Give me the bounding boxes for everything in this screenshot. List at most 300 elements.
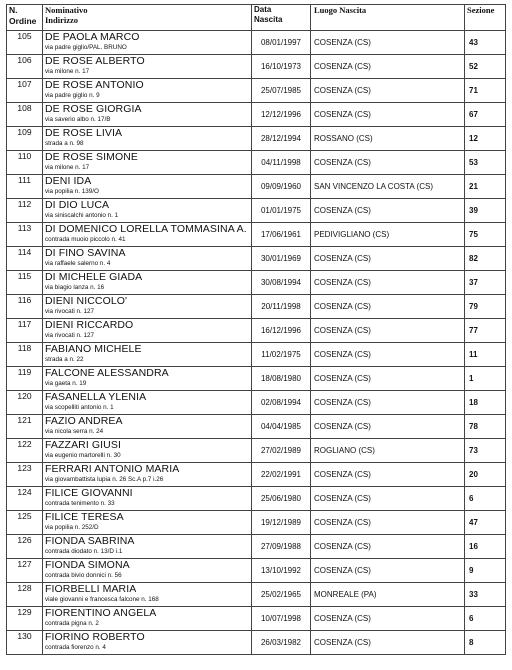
table-row (7, 583, 506, 607)
voter-name: FALCONE ALESSANDRA (45, 367, 169, 379)
birth-date: 25/07/1985 (260, 86, 302, 95)
voter-address: via popilia n. 252/D (45, 524, 99, 531)
order-number: 128 (17, 583, 32, 593)
section-number: 43 (469, 38, 478, 47)
birth-date-cell (252, 631, 311, 655)
order-number-cell (7, 343, 43, 367)
order-number-cell (7, 175, 43, 199)
section-cell (465, 175, 506, 199)
birth-place-cell (311, 175, 465, 199)
order-number: 115 (17, 271, 32, 281)
voter-address: via biagio lanza n. 16 (45, 284, 105, 291)
order-number: 117 (17, 319, 32, 329)
birth-place-cell (311, 151, 465, 175)
section-number: 16 (469, 542, 478, 551)
name-address-cell (43, 271, 252, 295)
birth-place-cell (311, 415, 465, 439)
birth-date-cell (252, 31, 311, 55)
voter-address: strada a n. 22 (45, 356, 84, 363)
birth-date: 27/02/1989 (260, 446, 302, 455)
order-number: 116 (17, 295, 32, 305)
birth-date: 30/01/1969 (260, 254, 302, 263)
voter-name: DE ROSE ANTONIO (45, 79, 144, 91)
birth-date: 30/08/1994 (260, 278, 302, 287)
section-number: 33 (469, 590, 478, 599)
voter-address: via saverio albo n. 17/B (45, 116, 111, 123)
birth-date: 13/10/1992 (260, 566, 302, 575)
section-number: 73 (469, 446, 478, 455)
order-number: 127 (17, 559, 32, 569)
voter-name: FAZZARI GIUSI (45, 439, 121, 451)
voter-address: contrada muoio piccolo n. 41 (45, 236, 126, 243)
order-number-cell (7, 223, 43, 247)
name-address-cell (43, 199, 252, 223)
section-number: 12 (469, 134, 478, 143)
section-cell (465, 295, 506, 319)
section-cell (465, 583, 506, 607)
voter-address: via gaeta n. 19 (45, 380, 87, 387)
birth-date-cell (252, 319, 311, 343)
voter-name: FIONDA SIMONA (45, 559, 130, 571)
birth-date-cell (252, 415, 311, 439)
table-row (7, 487, 506, 511)
section-number: 71 (469, 86, 478, 95)
birth-place-cell (311, 367, 465, 391)
voter-address: contrada bivio donnici n. 56 (45, 572, 122, 579)
voter-name: FAZIO ANDREA (45, 415, 123, 427)
birth-date: 25/06/1980 (260, 494, 302, 503)
voter-address: strada a n. 98 (45, 140, 84, 147)
voter-name: DE ROSE ALBERTO (45, 55, 145, 67)
voter-address: via popilia n. 139/O (45, 188, 99, 195)
order-number-cell (7, 439, 43, 463)
header-section (465, 5, 506, 31)
section-cell (465, 55, 506, 79)
birth-place: PEDIVIGLIANO (CS) (314, 230, 390, 239)
voter-list-sheet (6, 4, 506, 655)
name-address-cell (43, 487, 252, 511)
birth-date-cell (252, 199, 311, 223)
table-row (7, 199, 506, 223)
order-number-cell (7, 295, 43, 319)
birth-date: 28/12/1994 (260, 134, 302, 143)
voter-address: via raffaele salerno n. 4 (45, 260, 111, 267)
table-body (7, 31, 506, 655)
section-number: 6 (469, 494, 474, 503)
birth-place-cell (311, 247, 465, 271)
order-number-cell (7, 607, 43, 631)
order-number-cell (7, 79, 43, 103)
header-row (7, 5, 506, 31)
table-row (7, 559, 506, 583)
order-number-cell (7, 583, 43, 607)
birth-place-cell (311, 391, 465, 415)
voter-name: FIORBELLI MARIA (45, 583, 137, 595)
name-address-cell (43, 175, 252, 199)
voter-name: FASANELLA YLENIA (45, 391, 147, 403)
section-number: 77 (469, 326, 478, 335)
order-number: 109 (17, 127, 32, 137)
birth-place: COSENZA (CS) (314, 38, 371, 47)
name-address-cell (43, 223, 252, 247)
order-number-cell (7, 367, 43, 391)
section-cell (465, 247, 506, 271)
header-name-address (43, 5, 252, 31)
birth-date-cell (252, 463, 311, 487)
birth-place: COSENZA (CS) (314, 374, 371, 383)
section-number: 6 (469, 614, 474, 623)
table-row (7, 415, 506, 439)
name-address-cell (43, 103, 252, 127)
birth-date: 26/03/1982 (260, 638, 302, 647)
voter-name: DE ROSE GIORGIA (45, 103, 142, 115)
section-number: 39 (469, 206, 478, 215)
voter-name: FIORINO ROBERTO (45, 631, 145, 643)
voter-address: via rivocati n. 127 (45, 332, 95, 339)
name-address-cell (43, 439, 252, 463)
birth-place-cell (311, 511, 465, 535)
header-date-line1: Data (254, 5, 272, 14)
name-address-cell (43, 79, 252, 103)
birth-date: 17/06/1961 (260, 230, 302, 239)
voter-address: contrada fiorenzo n. 4 (45, 644, 106, 651)
birth-place: COSENZA (CS) (314, 110, 371, 119)
birth-place: COSENZA (CS) (314, 302, 371, 311)
section-number: 47 (469, 518, 478, 527)
birth-place: COSENZA (CS) (314, 86, 371, 95)
birth-date: 27/09/1988 (260, 542, 302, 551)
table-row (7, 343, 506, 367)
birth-date-cell (252, 535, 311, 559)
section-number: 53 (469, 158, 478, 167)
section-number: 75 (469, 230, 478, 239)
order-number: 126 (17, 535, 32, 545)
birth-place: COSENZA (CS) (314, 470, 371, 479)
header-date-line2: Nascita (254, 15, 283, 24)
header-birth-place-label: Luogo Nascita (314, 5, 367, 15)
birth-date-cell (252, 559, 311, 583)
order-number-cell (7, 535, 43, 559)
section-cell (465, 511, 506, 535)
section-number: 52 (469, 62, 478, 71)
birth-date: 04/11/1998 (261, 158, 301, 167)
name-address-cell (43, 511, 252, 535)
birth-date-cell (252, 343, 311, 367)
header-birth-place (311, 5, 465, 31)
table-row (7, 367, 506, 391)
voter-name: DI MICHELE GIADA (45, 271, 143, 283)
voter-name: FILICE GIOVANNI (45, 487, 133, 499)
birth-date: 22/02/1991 (260, 470, 302, 479)
birth-place-cell (311, 199, 465, 223)
section-cell (465, 439, 506, 463)
order-number-cell (7, 151, 43, 175)
voter-name: FILICE TERESA (45, 511, 124, 523)
table-row (7, 127, 506, 151)
voter-address: via nicola serra n. 24 (45, 428, 104, 435)
section-number: 11 (469, 350, 478, 359)
birth-place-cell (311, 439, 465, 463)
table-row (7, 607, 506, 631)
name-address-cell (43, 319, 252, 343)
birth-date: 16/10/1973 (260, 62, 302, 71)
birth-date: 12/12/1996 (260, 110, 302, 119)
birth-date: 16/12/1996 (260, 326, 302, 335)
order-number-cell (7, 55, 43, 79)
birth-date-cell (252, 583, 311, 607)
order-number-cell (7, 511, 43, 535)
voter-name: DENI IDA (45, 175, 92, 187)
voter-table (6, 4, 506, 655)
order-number: 122 (17, 439, 32, 449)
birth-date: 04/04/1985 (260, 422, 302, 431)
birth-place: COSENZA (CS) (314, 422, 371, 431)
birth-place-cell (311, 343, 465, 367)
section-number: 8 (469, 638, 474, 647)
order-number: 106 (17, 55, 32, 65)
table-row (7, 439, 506, 463)
voter-address: via padre giglio n. 9 (45, 92, 100, 99)
birth-date-cell (252, 151, 311, 175)
section-cell (465, 223, 506, 247)
table-row (7, 103, 506, 127)
table-row (7, 463, 506, 487)
order-number-cell (7, 199, 43, 223)
voter-address: via rivocati n. 127 (45, 308, 95, 315)
voter-address: via milone n. 17 (45, 68, 90, 75)
header-birth-date (252, 5, 311, 31)
section-number: 18 (469, 398, 478, 407)
name-address-cell (43, 583, 252, 607)
order-number: 108 (17, 103, 32, 113)
section-cell (465, 31, 506, 55)
order-number-cell (7, 391, 43, 415)
header-address: Indirizzo (45, 15, 79, 25)
table-row (7, 271, 506, 295)
section-number: 78 (469, 422, 478, 431)
birth-date: 11/02/1975 (261, 350, 301, 359)
birth-place-cell (311, 31, 465, 55)
birth-place-cell (311, 223, 465, 247)
order-number: 120 (17, 391, 32, 401)
order-number: 107 (17, 79, 32, 89)
birth-place-cell (311, 487, 465, 511)
section-cell (465, 127, 506, 151)
section-cell (465, 463, 506, 487)
birth-place-cell (311, 271, 465, 295)
voter-name: DE ROSE LIVIA (45, 127, 123, 139)
order-number: 113 (17, 223, 32, 233)
voter-address: viale giovanni e francesca falcone n. 168 (45, 596, 159, 603)
order-number: 114 (17, 247, 32, 257)
voter-address: via siniscalchi antonio n. 1 (45, 212, 119, 219)
birth-date-cell (252, 55, 311, 79)
header-order-line2: Ordine (9, 16, 37, 26)
section-cell (465, 367, 506, 391)
birth-place: COSENZA (CS) (314, 566, 371, 575)
birth-date-cell (252, 511, 311, 535)
birth-place-cell (311, 631, 465, 655)
section-cell (465, 151, 506, 175)
table-row (7, 511, 506, 535)
name-address-cell (43, 367, 252, 391)
voter-address: via giovambattista lupia n. 26 Sc.A p.7 i.26 (45, 476, 164, 483)
birth-place-cell (311, 55, 465, 79)
table-row (7, 151, 506, 175)
table-row (7, 31, 506, 55)
table-row (7, 391, 506, 415)
birth-place-cell (311, 319, 465, 343)
table-row (7, 247, 506, 271)
birth-date-cell (252, 175, 311, 199)
name-address-cell (43, 247, 252, 271)
order-number: 125 (17, 511, 32, 521)
order-number-cell (7, 463, 43, 487)
birth-date-cell (252, 487, 311, 511)
birth-date: 20/11/1998 (261, 302, 301, 311)
birth-place: COSENZA (CS) (314, 62, 371, 71)
header-order-line1: N. (9, 5, 18, 15)
name-address-cell (43, 343, 252, 367)
birth-date: 25/02/1965 (260, 590, 302, 599)
order-number: 112 (17, 199, 32, 209)
voter-name: DIENI NICCOLO' (45, 295, 128, 307)
birth-date: 19/12/1989 (260, 518, 302, 527)
order-number: 129 (17, 607, 32, 617)
birth-place: COSENZA (CS) (314, 614, 371, 623)
birth-place: COSENZA (CS) (314, 206, 371, 215)
voter-address: via milone n. 17 (45, 164, 90, 171)
birth-place: COSENZA (CS) (314, 350, 371, 359)
birth-date: 18/08/1980 (260, 374, 302, 383)
voter-address: via eugenio martorelli n. 30 (45, 452, 121, 459)
name-address-cell (43, 631, 252, 655)
order-number-cell (7, 487, 43, 511)
name-address-cell (43, 463, 252, 487)
birth-place-cell (311, 535, 465, 559)
order-number: 123 (17, 463, 32, 473)
birth-place-cell (311, 127, 465, 151)
order-number-cell (7, 559, 43, 583)
birth-place-cell (311, 79, 465, 103)
voter-name: DE PAOLA MARCO (45, 31, 140, 43)
order-number: 119 (17, 367, 32, 377)
voter-name: DE ROSE SIMONE (45, 151, 138, 163)
section-number: 20 (469, 470, 478, 479)
birth-date: 02/08/1994 (260, 398, 302, 407)
birth-place: COSENZA (CS) (314, 638, 371, 647)
voter-name: FIORENTINO ANGELA (45, 607, 157, 619)
birth-date-cell (252, 367, 311, 391)
voter-name: FIONDA SABRINA (45, 535, 135, 547)
birth-place-cell (311, 103, 465, 127)
section-cell (465, 103, 506, 127)
order-number-cell (7, 271, 43, 295)
order-number-cell (7, 415, 43, 439)
table-row (7, 319, 506, 343)
order-number-cell (7, 31, 43, 55)
birth-place-cell (311, 463, 465, 487)
table-row (7, 295, 506, 319)
order-number: 118 (17, 343, 32, 353)
order-number: 121 (17, 415, 32, 425)
table-row (7, 55, 506, 79)
order-number-cell (7, 319, 43, 343)
header-section-label: Sezione (467, 5, 495, 15)
section-cell (465, 535, 506, 559)
birth-place: SAN VINCENZO LA COSTA (CS) (314, 182, 433, 191)
name-address-cell (43, 295, 252, 319)
birth-date-cell (252, 103, 311, 127)
name-address-cell (43, 391, 252, 415)
order-number: 130 (17, 631, 32, 641)
section-number: 21 (469, 182, 478, 191)
birth-place: COSENZA (CS) (314, 542, 371, 551)
name-address-cell (43, 127, 252, 151)
birth-date: 08/01/1997 (260, 38, 302, 47)
birth-place: COSENZA (CS) (314, 494, 371, 503)
birth-date-cell (252, 223, 311, 247)
section-cell (465, 319, 506, 343)
birth-place: ROSSANO (CS) (314, 134, 373, 143)
birth-date-cell (252, 127, 311, 151)
voter-name: FERRARI ANTONIO MARIA (45, 463, 180, 475)
voter-address: contrada pigna n. 2 (45, 620, 99, 627)
name-address-cell (43, 151, 252, 175)
header-name: Nominativo (45, 5, 88, 15)
section-cell (465, 487, 506, 511)
section-cell (465, 631, 506, 655)
section-number: 67 (469, 110, 478, 119)
order-number: 124 (17, 487, 32, 497)
section-cell (465, 607, 506, 631)
birth-date: 10/07/1998 (260, 614, 302, 623)
name-address-cell (43, 55, 252, 79)
birth-date: 09/09/1960 (260, 182, 302, 191)
order-number-cell (7, 103, 43, 127)
birth-place: COSENZA (CS) (314, 518, 371, 527)
table-row (7, 223, 506, 247)
table-row (7, 631, 506, 655)
birth-place: COSENZA (CS) (314, 158, 371, 167)
order-number-cell (7, 127, 43, 151)
voter-address: via padre giglio/PAL. BRUNO (45, 44, 127, 51)
header-order (7, 5, 43, 31)
voter-name: DI DOMENICO LORELLA TOMMASINA A. (45, 223, 247, 235)
birth-place: ROGLIANO (CS) (314, 446, 375, 455)
section-cell (465, 79, 506, 103)
voter-address: contrada tenimento n. 33 (45, 500, 115, 507)
voter-name: DI FINO SAVINA (45, 247, 126, 259)
birth-place: COSENZA (CS) (314, 254, 371, 263)
order-number: 110 (17, 151, 32, 161)
section-cell (465, 343, 506, 367)
name-address-cell (43, 31, 252, 55)
voter-address: contrada diodato n. 13/D i.1 (45, 548, 123, 555)
birth-place-cell (311, 583, 465, 607)
voter-name: DI DIO LUCA (45, 199, 110, 211)
table-row (7, 175, 506, 199)
birth-place: MONREALE (PA) (314, 590, 377, 599)
birth-date-cell (252, 391, 311, 415)
birth-place-cell (311, 295, 465, 319)
voter-name: DIENI RICCARDO (45, 319, 134, 331)
section-number: 1 (469, 374, 474, 383)
order-number-cell (7, 247, 43, 271)
voter-address: via scopelliti antonio n. 1 (45, 404, 114, 411)
birth-date-cell (252, 295, 311, 319)
section-cell (465, 415, 506, 439)
